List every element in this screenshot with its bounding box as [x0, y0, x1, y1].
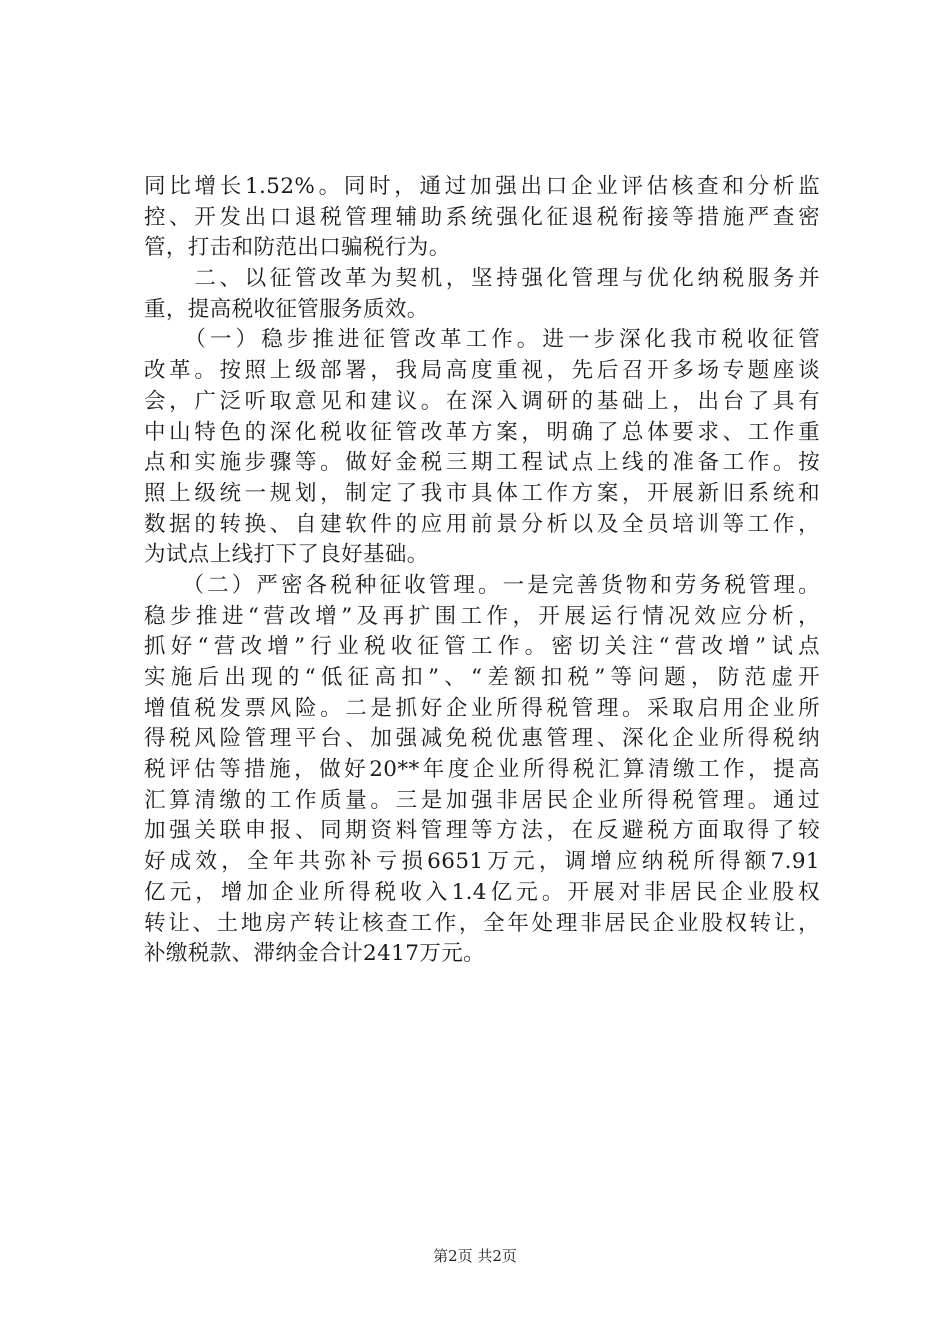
page-footer: 第2页 共2页: [433, 1247, 517, 1265]
body-line: 汇算清缴的工作质量。三是加强非居民企业所得税管理。通过: [144, 787, 820, 813]
body-line: 点和实施步骤等。做好金税三期工程试点上线的准备工作。按: [144, 450, 820, 476]
body-line: 为试点上线打下了良好基础。: [144, 542, 429, 568]
body-line: （二）严密各税种征收管理。一是完善货物和劳务税管理。: [144, 572, 820, 598]
body-line: 增值税发票风险。二是抓好企业所得税管理。采取启用企业所: [144, 695, 820, 721]
body-line: 税评估等措施，做好20**年度企业所得税汇算清缴工作，提高: [144, 757, 820, 783]
body-line: （一）稳步推进征管改革工作。进一步深化我市税收征管: [144, 327, 820, 353]
body-line: 同比增长1.52%。同时，通过加强出口企业评估核查和分析监: [144, 174, 820, 199]
body-line: 抓好“营改增”行业税收征管工作。密切关注“营改增”试点: [144, 634, 820, 660]
body-line: 会，广泛听取意见和建议。在深入调研的基础上，出台了具有: [144, 388, 820, 414]
body-line: 二、以征管改革为契机，坚持强化管理与优化纳税服务并: [144, 266, 820, 292]
body-line: 补缴税款、滞纳金合计2417万元。: [144, 941, 486, 967]
body-line: 控、开发出口退税管理辅助系统强化征退税衔接等措施严查密: [144, 204, 820, 230]
body-line: 管，打击和防范出口骗税行为。: [144, 235, 451, 261]
body-line: 实施后出现的“低征高扣”、“差额扣税”等问题，防范虚开: [144, 665, 820, 690]
body-line: 改革。按照上级部署，我局高度重视，先后召开多场专题座谈: [144, 358, 820, 384]
body-line: 数据的转换、自建软件的应用前景分析以及全员培训等工作，: [144, 511, 820, 537]
body-line: 得税风险管理平台、加强减免税优惠管理、深化企业所得税纳: [144, 726, 820, 752]
body-line: 重，提高税收征管服务质效。: [144, 296, 429, 322]
document-body: [144, 172, 820, 970]
body-line: 转让、土地房产转让核查工作，全年处理非居民企业股权转让，: [144, 910, 820, 936]
body-line: 中山特色的深化税收征管改革方案，明确了总体要求、工作重: [144, 419, 820, 445]
body-line: 加强关联申报、同期资料管理等方法，在反避税方面取得了较: [144, 818, 820, 844]
body-line: 稳步推进“营改增”及再扩围工作，开展运行情况效应分析，: [144, 603, 820, 629]
body-line: 照上级统一规划，制定了我市具体工作方案，开展新旧系统和: [144, 480, 820, 506]
body-line: 好成效，全年共弥补亏损6651万元，调增应纳税所得额7.91: [144, 849, 820, 875]
body-line: 亿元，增加企业所得税收入1.4亿元。开展对非居民企业股权: [144, 879, 820, 905]
